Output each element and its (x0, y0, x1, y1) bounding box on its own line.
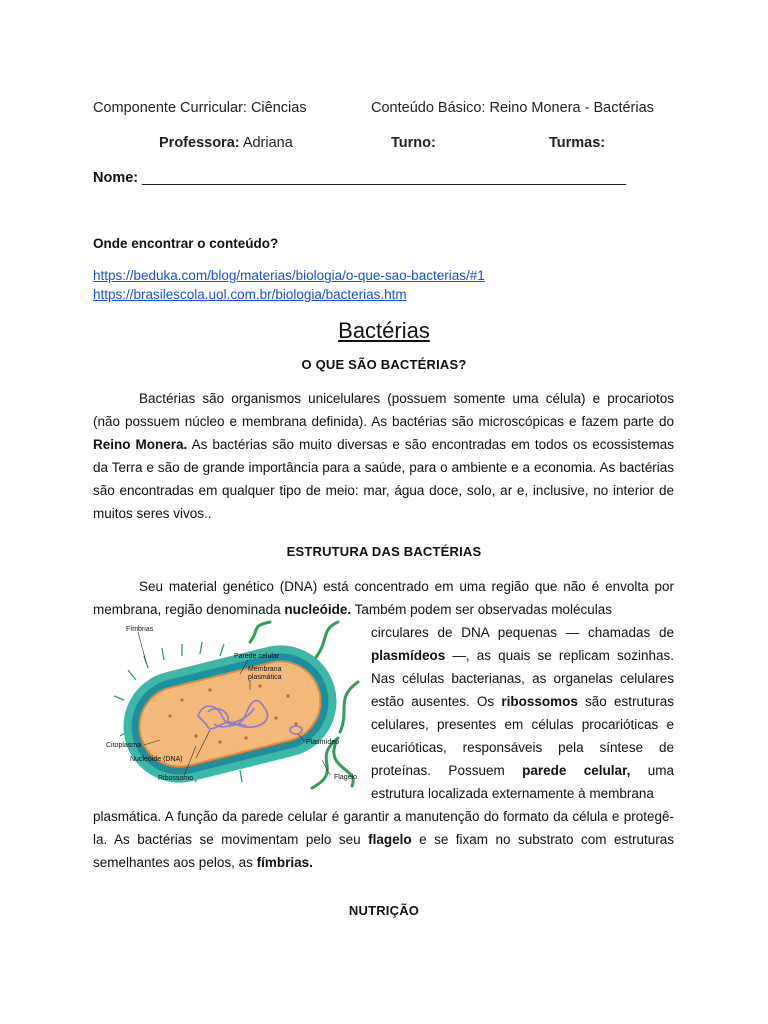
paragraph-wall-function (93, 805, 674, 874)
classes-label: Turmas: (549, 135, 606, 151)
flagellum (250, 622, 270, 642)
text-run: são estruturas celulares, presentes em células procarióticas e eucarióticas, responsáveis pela síntese de proteínas. Possuem (371, 694, 674, 778)
text-run: plasmática. A função da parede celular é garantir a manutenção do formato da célula e protegê-la. As bactérias se movimentam pelo seu (93, 809, 674, 847)
ribosome (274, 716, 277, 719)
section-heading-what-are: O QUE SÃO BACTÉRIAS? (301, 357, 467, 372)
shift-label: Turno: (391, 135, 436, 151)
fimbria (114, 696, 124, 700)
flagellum (340, 682, 358, 732)
label-fimbrias: Fímbrias (126, 626, 154, 633)
ribosome (286, 694, 289, 697)
ribosome (194, 734, 197, 737)
bold-text: fímbrias. (256, 855, 313, 870)
bold-text: ribossomos (501, 694, 578, 709)
name-label: Nome: (93, 170, 139, 186)
sources-heading: Onde encontrar o conteúdo? (93, 236, 279, 251)
paragraph-intro (93, 387, 674, 525)
label-plasmatica: plasmática (248, 674, 282, 681)
leader-line (138, 632, 146, 662)
label-flagelo: Flagelo (334, 774, 357, 781)
ribosome (168, 714, 171, 717)
ribosome (218, 740, 221, 743)
bold-text: flagelo (368, 832, 412, 847)
text-run: Também podem ser observadas moléculas (351, 602, 613, 617)
label-citoplasma: Citoplasma (106, 742, 142, 749)
paragraph-structure (93, 575, 674, 621)
teacher-label: Professora: (159, 135, 240, 151)
ribosome (208, 688, 211, 691)
curricular-component: Componente Curricular: Ciências (93, 100, 307, 116)
fimbria (200, 642, 202, 654)
ribosome (244, 736, 247, 739)
source-link-beduka[interactable]: https://beduka.com/blog/materias/biologia/o-que-sao-bacterias/#1 (93, 268, 485, 283)
bold-text: plasmídeos (371, 648, 446, 663)
bold-text: parede celular, (522, 763, 631, 778)
section-heading-nutrition: NUTRIÇÃO (348, 903, 420, 918)
teacher-name: Adriana (239, 135, 293, 151)
ribosome (180, 698, 183, 701)
source-link-brasilescola[interactable]: https://brasilescola.uol.com.br/biologia/bacterias.htm (93, 287, 407, 302)
fimbria (240, 770, 242, 782)
label-membrana: Membrana (248, 666, 282, 673)
bacteria-diagram (100, 620, 362, 790)
ribosome (258, 684, 261, 687)
label-parede-celular: Parede celular (234, 653, 280, 660)
text-run: e se fixam no substrato com estruturas semelhantes aos pelos, as (93, 832, 674, 870)
label-plasmideo: Plasmídeo (306, 739, 340, 746)
text-run: Seu material genético (DNA) está concentrado em uma região que não é envolta por membrana, região denominada (93, 579, 674, 617)
fimbria (162, 648, 164, 660)
page-title: Bactérias (338, 318, 430, 343)
name-field[interactable] (93, 170, 626, 186)
ribosome (294, 722, 297, 725)
basic-content: Conteúdo Básico: Reino Monera - Bactérias (371, 100, 654, 116)
text-run: —, as quais se replicam sozinhas. Nas células bacterianas, as organelas celulares estão ausentes. Os (371, 648, 674, 709)
bold-text: nucleóide. (284, 602, 352, 617)
flagellum (314, 622, 338, 660)
teacher-field (159, 135, 293, 151)
paragraph-plasmids (371, 621, 674, 805)
bold-text: Reino Monera. (93, 437, 188, 452)
label-ribossomo: Ribossomo (158, 775, 194, 782)
text-run: uma estrutura localizada externamente à membrana (371, 763, 674, 801)
fimbria (220, 644, 224, 656)
name-blank-line: ____________________________________________________________ (138, 170, 627, 186)
bacteria-diagram-svg (100, 620, 362, 790)
label-nucleoide: Nucleoide (DNA) (130, 756, 183, 763)
section-heading-structure: ESTRUTURA DAS BACTÉRIAS (286, 544, 482, 559)
text-run: Bactérias são organismos unicelulares (possuem somente uma célula) e procariotos (não possuem núcleo e membrana definida). As bactérias são microscópicas e fazem parte do (93, 391, 674, 429)
text-run: As bactérias são muito diversas e são encontradas em todos os ecossistemas da Terra e são de grande importância para a saúde, para o ambiente e a economia. As bactérias são encontradas em qualquer tipo de meio: mar, água doce, solo, ar e, inclusive, no interior de muitos seres vivos.. (93, 437, 675, 521)
text-run: circulares de DNA pequenas — chamadas de (371, 625, 674, 640)
fimbria (128, 670, 136, 680)
